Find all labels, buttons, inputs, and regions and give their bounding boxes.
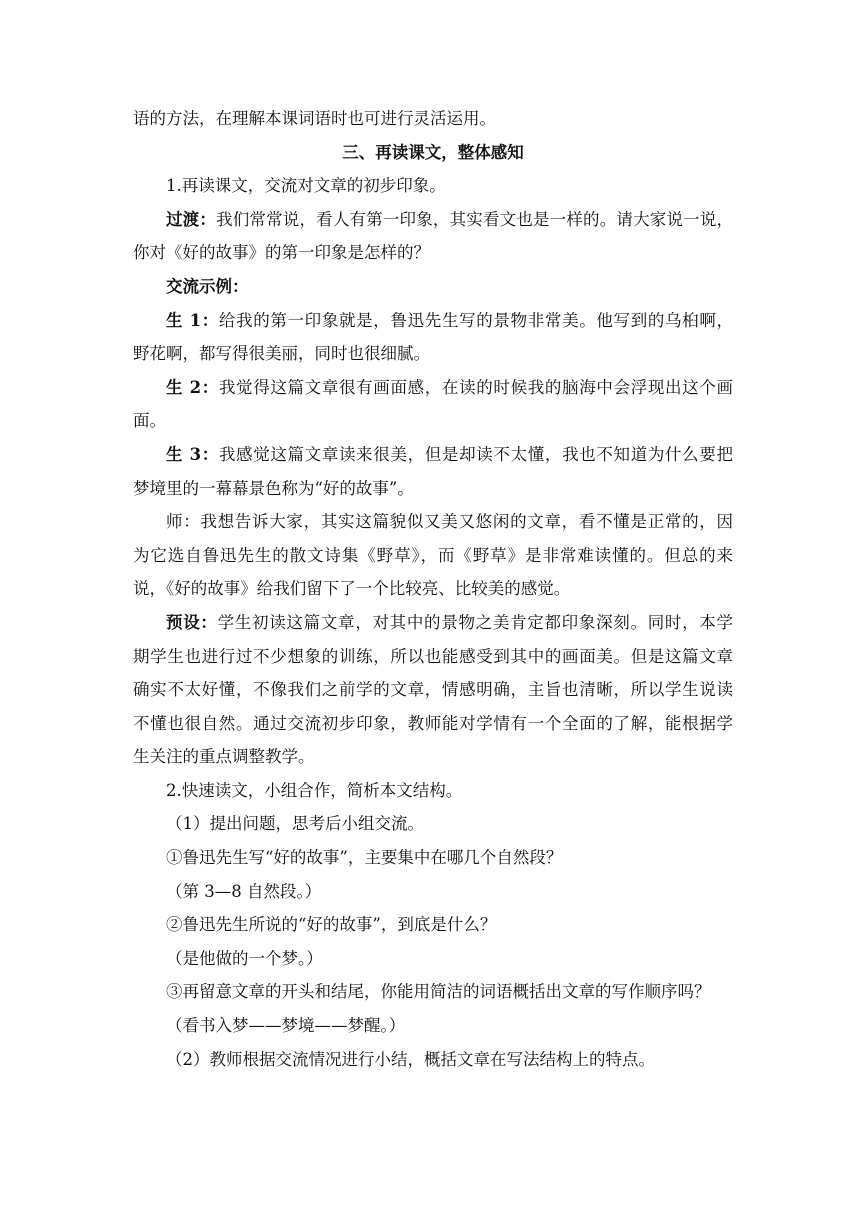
label-preset: 预设： — [166, 612, 218, 632]
paragraph-line: 面。 — [133, 411, 166, 431]
step-heading: 2.快速读文，小组合作，简析本文结构。 — [166, 780, 463, 800]
paragraph-text: 给我的第一印象就是，鲁迅先生写的景物非常美。他写到的乌桕啊， — [218, 310, 734, 330]
section-heading: 三、再读课文，整体感知 — [342, 142, 524, 162]
paragraph-line — [133, 371, 733, 405]
paragraph-text: 我觉得这篇文章很有画面感，在读的时候我的脑海中会浮现出这个画 — [218, 377, 734, 397]
step-heading: 1.再读课文，交流对文章的初步印象。 — [166, 176, 446, 196]
label-student-1: 生 1： — [166, 310, 219, 330]
paragraph-line — [133, 606, 733, 640]
paragraph-line: 生关注的重点调整教学。 — [133, 747, 315, 767]
paragraph-text: 我们常常说，看人有第一印象，其实看文也是一样的。请大家说一说， — [216, 209, 734, 229]
answer-line: （第 3—8 自然段。） — [166, 881, 322, 901]
label-transition: 过渡： — [166, 209, 217, 229]
paragraph-line: 师：我想告诉大家，其实这篇貌似又美又悠闲的文章，看不懂是正常的，因 — [166, 512, 733, 532]
question-line: ①鲁迅先生写“好的故事”，主要集中在哪几个自然段？ — [166, 848, 563, 868]
paragraph-line: 你对《好的故事》的第一印象是怎样的？ — [133, 243, 430, 263]
paragraph-text: 我感觉这篇文章读来很美，但是却读不太懂，我也不知道为什么要把 — [218, 444, 734, 464]
paragraph-line: 说，《好的故事》给我们留下了一个比较亮、比较美的感觉。 — [133, 579, 571, 599]
sub-step: （2）教师根据交流情况进行小结，概括文章在写法结构上的特点。 — [166, 1049, 655, 1069]
sub-step: （1）提出问题，思考后小组交流。 — [166, 814, 424, 834]
paragraph-line: 为它选自鲁迅先生的散文诗集《野草》，而《野草》是非常难读懂的。但总的来 — [133, 545, 733, 565]
paragraph-line: 不懂也很自然。通过交流初步印象，教师能对学情有一个全面的了解，能根据学 — [133, 713, 733, 733]
paragraph-line — [133, 438, 733, 472]
label-student-2: 生 2： — [166, 377, 219, 397]
paragraph-line: 期学生也进行过不少想象的训练，所以也能感受到其中的画面美。但是这篇文章 — [133, 646, 733, 666]
example-heading: 交流示例： — [166, 276, 249, 296]
answer-line: （看书入梦——梦境——梦醒。） — [166, 1016, 406, 1036]
document-page — [133, 102, 733, 1076]
paragraph-line: 语的方法，在理解本课词语时也可进行灵活运用。 — [133, 109, 496, 128]
paragraph-text: 学生初读这篇文章，对其中的景物之美肯定都印象深刻。同时，本学 — [217, 612, 733, 632]
label-student-3: 生 3： — [166, 444, 219, 464]
paragraph-line: 确实不太好懂，不像我们之前学的文章，情感明确，主旨也清晰，所以学生说读 — [133, 680, 733, 700]
paragraph-line: 梦境里的一幕幕景色称为“好的故事”。 — [133, 478, 414, 498]
question-line: ②鲁迅先生所说的“好的故事”，到底是什么？ — [166, 915, 497, 935]
paragraph-line: 野花啊，都写得很美丽，同时也很细腻。 — [133, 344, 430, 364]
paragraph-line — [133, 203, 733, 237]
question-line: ③再留意文章的开头和结尾，你能用简洁的词语概括出文章的写作顺序吗？ — [166, 982, 711, 1002]
answer-line: （是他做的一个梦。） — [166, 948, 323, 968]
paragraph-line — [133, 304, 733, 338]
